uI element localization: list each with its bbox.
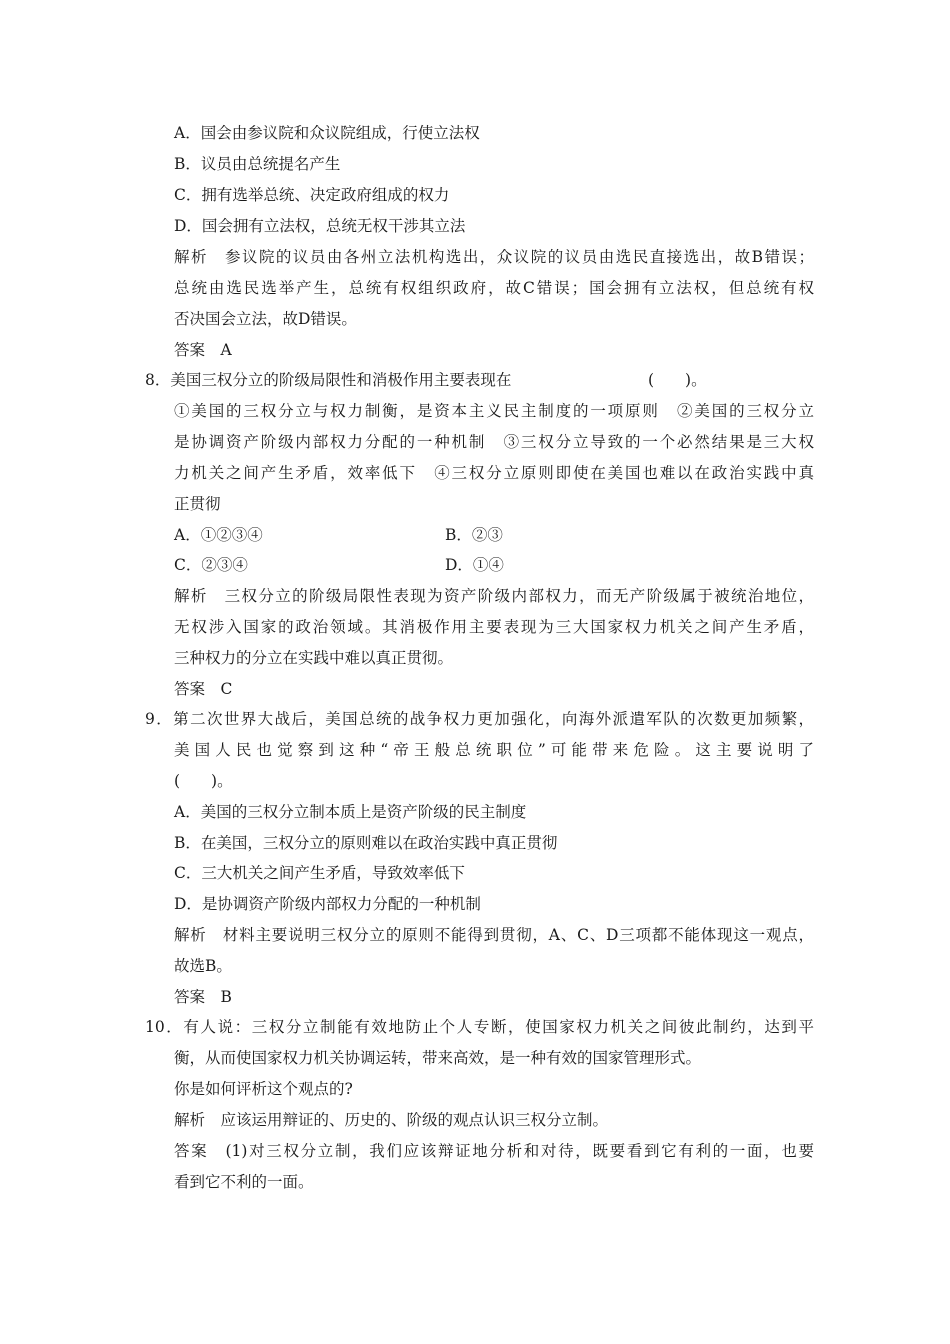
q7-analysis-line: 总统由选民选举产生，总统有权组织政府，故C错误；国会拥有立法权，但总统有权 [174,279,814,297]
q8-item-line: ①美国的三权分立与权力制衡，是资本主义民主制度的一项原则 ②美国的三权分立 [174,402,814,420]
q9-option-b: B．在美国，三权分立的原则难以在政治实践中真正贯彻 [174,834,558,852]
q8-stem: 8．美国三权分立的阶级局限性和消极作用主要表现在 [145,371,512,389]
q7-answer: 答案 A [174,341,232,359]
q9-option-c: C．三大机关之间产生矛盾，导致效率低下 [174,864,465,882]
q10-analysis: 解析 应该运用辩证的、历史的、阶级的观点认识三权分立制。 [174,1111,609,1129]
q8-analysis-line: 三种权力的分立在实践中难以真正贯彻。 [174,649,454,667]
q8-option-b: B．②③ [445,526,503,544]
q9-analysis-line: 解析 材料主要说明三权分立的原则不能得到贯彻，A、C、D三项都不能体现这一观点， [174,926,814,944]
q8-option-c: C．②③④ [174,556,248,574]
q9-option-a: A．美国的三权分立制本质上是资产阶级的民主制度 [174,803,527,821]
q10-stem-line: 10．有人说：三权分立制能有效地防止个人专断，使国家权力机关之间彼此制约，达到平 [145,1018,814,1036]
q9-answer: 答案 B [174,988,232,1006]
q8-option-a: A．①②③④ [174,526,263,544]
q10-answer-line: 看到它不利的一面。 [174,1173,314,1191]
q8-blank: ( )。 [648,371,707,389]
q8-item-line: 正贯彻 [174,495,221,513]
q10-answer-line: 答案 (1)对三权分立制，我们应该辩证地分析和对待，既要看到它有利的一面，也要 [174,1142,814,1160]
q9-stem-line: 9．第二次世界大战后，美国总统的战争权力更加强化，向海外派遣军队的次数更加频繁， [145,710,814,728]
q9-stem-line: 美国人民也觉察到这种“帝王般总统职位”可能带来危险。这主要说明了 [174,741,814,759]
q7-analysis-line: 否决国会立法，故D错误。 [174,310,357,328]
q9-analysis-line: 故选B。 [174,957,232,975]
q7-option-d: D．国会拥有立法权，总统无权干涉其立法 [174,217,466,235]
q10-prompt: 你是如何评析这个观点的? [174,1080,353,1098]
q7-option-c: C．拥有选举总统、决定政府组成的权力 [174,186,450,204]
q8-analysis-line: 无权涉入国家的政治领域。其消极作用主要表现为三大国家权力机关之间产生矛盾， [174,618,814,636]
q8-analysis-line: 解析 三权分立的阶级局限性表现为资产阶级内部权力，而无产阶级属于被统治地位， [174,587,814,605]
q7-option-b: B．议员由总统提名产生 [174,155,341,173]
q8-item-line: 是协调资产阶级内部权力分配的一种机制 ③三权分立导致的一个必然结果是三大权 [174,433,814,451]
q9-stem-blank: ( )。 [174,772,233,790]
q8-answer: 答案 C [174,680,233,698]
q9-option-d: D．是协调资产阶级内部权力分配的一种机制 [174,895,481,913]
q8-item-line: 力机关之间产生矛盾，效率低下 ④三权分立原则即使在美国也难以在政治实践中真 [174,464,814,482]
q10-stem-line: 衡，从而使国家权力机关协调运转，带来高效，是一种有效的国家管理形式。 [174,1049,702,1067]
q7-analysis-line: 解析 参议院的议员由各州立法机构选出，众议院的议员由选民直接选出，故B错误； [174,248,814,266]
q7-option-a: A．国会由参议院和众议院组成，行使立法权 [174,124,480,142]
q8-option-d: D．①④ [445,556,504,574]
